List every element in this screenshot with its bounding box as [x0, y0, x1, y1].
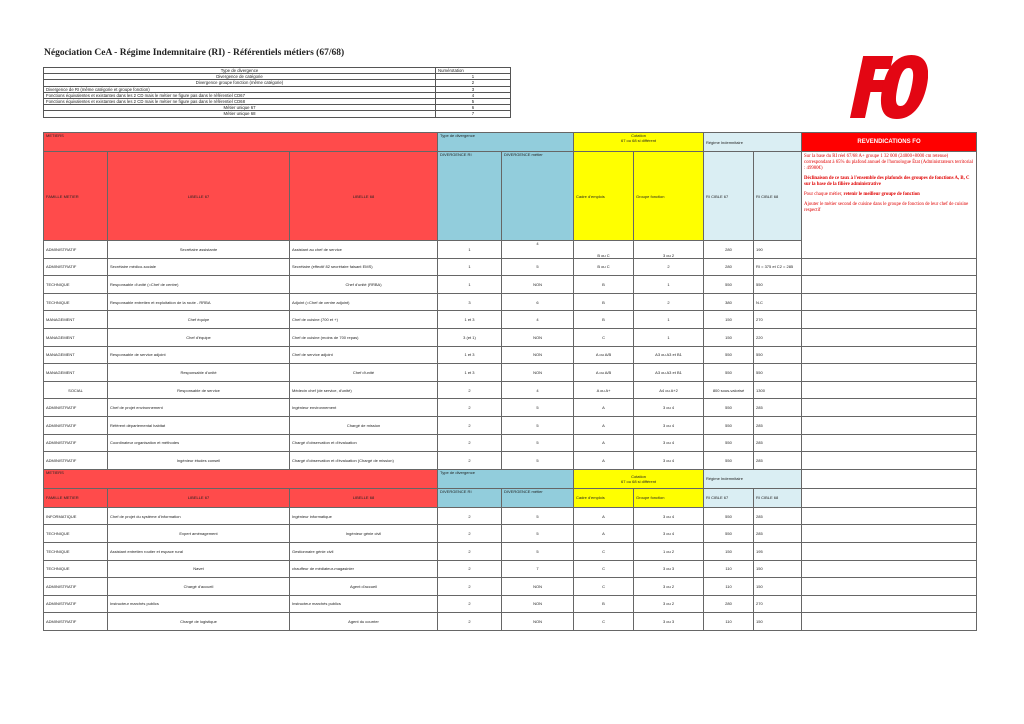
libelle67-header-2: LIBELLE 67: [108, 488, 290, 507]
libelle68-cell: Chef de cuisine (moins de 700 repas): [290, 328, 438, 346]
libelle68-header: LIBELLE 68: [290, 152, 438, 241]
groupe-cell: 3 ou 4: [634, 399, 704, 417]
legend-num: 5: [436, 98, 511, 104]
libelle67-cell: Responsable d'unité: [108, 364, 290, 382]
famille-cell: ADMINISTRATIF: [44, 595, 108, 613]
ri67-cell: 550: [704, 276, 754, 294]
famille-cell: TECHNIQUE: [44, 525, 108, 543]
ri67-cell: 280: [704, 595, 754, 613]
cotation-header-2: [574, 469, 704, 488]
ri68-cell: 285: [754, 434, 802, 452]
ri68-cell: 285: [754, 416, 802, 434]
famille-cell: MANAGEMENT: [44, 346, 108, 364]
groupe-cell: 3 ou 2: [634, 241, 704, 259]
ri68-cell: 550: [754, 276, 802, 294]
famille-cell: ADMINISTRATIF: [44, 416, 108, 434]
div-metier-cell: NON: [502, 276, 574, 294]
groupe-cell: 1: [634, 276, 704, 294]
ri68-cell: 1300: [754, 381, 802, 399]
famille-cell: ADMINISTRATIF: [44, 613, 108, 631]
famille-cell: TECHNIQUE: [44, 542, 108, 560]
table-row: [44, 434, 977, 452]
metiers-header: METIERS: [44, 133, 438, 152]
famille-cell: MANAGEMENT: [44, 364, 108, 382]
groupe-cell: 3 ou 2: [634, 595, 704, 613]
libelle67-cell: Instructeur marchés publics: [108, 595, 290, 613]
libelle68-cell: Médecin chef (de service, d'unité): [290, 381, 438, 399]
ri68-cell: 285: [754, 507, 802, 525]
revendications-text: [802, 152, 977, 259]
fo-logo: [846, 52, 928, 122]
libelle67-cell: Chef d'équipe: [108, 328, 290, 346]
ri67-cell: 110: [704, 578, 754, 596]
libelle67-cell: Référent départemental habitat: [108, 416, 290, 434]
ri67-cell: 550: [704, 399, 754, 417]
div-metier-cell: NON: [502, 613, 574, 631]
ri67-header: RI CIBLE 67: [704, 152, 754, 241]
ri68-cell: 220: [754, 328, 802, 346]
div-ri-cell: 2: [438, 381, 502, 399]
div-metier-cell: 5: [502, 452, 574, 470]
revendications-empty-cell: [802, 452, 977, 470]
div-metier-cell: 5: [502, 399, 574, 417]
table-row: [44, 293, 977, 311]
revendication-1: Sur la base du RI réel 67/68 A+ groupe 1 32 000 (24000+8000 cm retenue) correspondant à 65% du plafond annuel de l'homologue État (Administrateurs territorial : 49980€): [804, 154, 973, 171]
cadre-cell: A: [574, 416, 634, 434]
cadre-cell: A: [574, 507, 634, 525]
ri67-cell: 380: [704, 293, 754, 311]
cadre-cell: A: [574, 525, 634, 543]
div-ri-header-2: DIVERGENCE RI: [438, 488, 502, 507]
ri67-cell: 150: [704, 311, 754, 329]
revendication-4: Ajouter le métier second de cuisine dans le groupe de fonction de leur chef de cuisine respectif: [804, 202, 969, 213]
div-metier-cell: 7: [502, 560, 574, 578]
header-row-1: [44, 133, 977, 152]
groupe-cell: 3 ou 2: [634, 578, 704, 596]
legend-num: 6: [436, 105, 511, 111]
div-ri-cell: 3: [438, 293, 502, 311]
header-row-4: [44, 488, 977, 507]
famille-cell: INFORMATIQUE: [44, 507, 108, 525]
table-row: [44, 525, 977, 543]
ri67-cell: 550: [704, 452, 754, 470]
cadre-cell: C: [574, 613, 634, 631]
ri68-cell: 150: [754, 560, 802, 578]
groupe-cell: 3 ou 4: [634, 507, 704, 525]
revendications-empty-cell: [802, 416, 977, 434]
table-row: [44, 578, 977, 596]
div-ri-cell: 2: [438, 613, 502, 631]
legend-num: 1: [436, 74, 511, 80]
cadre-cell: C: [574, 328, 634, 346]
ri68-cell: 270: [754, 311, 802, 329]
revendications-empty-cell: [802, 434, 977, 452]
div-ri-cell: 2: [438, 452, 502, 470]
header-row-2: [44, 152, 977, 241]
ri67-cell: 150: [704, 328, 754, 346]
cotation-label-2: Cotation: [631, 473, 646, 479]
ri67-cell: 550: [704, 346, 754, 364]
ri68-cell: 550: [754, 346, 802, 364]
cadre-cell: B ou C: [574, 241, 634, 259]
table-row: [44, 364, 977, 382]
libelle67-cell: Chef de projet environnement: [108, 399, 290, 417]
cadre-cell: C: [574, 578, 634, 596]
libelle67-cell: Assistant entretien routier et espace rural: [108, 542, 290, 560]
libelle67-cell: Ingénieur études conseil: [108, 452, 290, 470]
blank-cell: [802, 469, 977, 488]
libelle67-cell: Responsable de service adjoint: [108, 346, 290, 364]
libelle67-cell: Responsable d'unité (=Chef de centre): [108, 276, 290, 294]
libelle67-cell: Navet: [108, 560, 290, 578]
ri68-cell: 150: [754, 578, 802, 596]
cotation-sublabel: 67 ou 68 si différent: [620, 138, 657, 143]
cadre-cell: A: [574, 399, 634, 417]
libelle68-cell: Gestionnaire génie civil: [290, 542, 438, 560]
revendications-empty-cell: [802, 311, 977, 329]
divergence-legend-table: [43, 67, 511, 118]
cadre-cell: B ou C: [574, 258, 634, 276]
cadre-header: Cadre d'emplois: [574, 152, 634, 241]
regime-header: Régime Indemnitaire: [704, 133, 802, 152]
revendication-3: [804, 192, 974, 198]
revendication-3-emphasis: retenir le meilleur groupe de fonction: [843, 192, 920, 197]
div-ri-cell: 1: [438, 258, 502, 276]
groupe-header: Groupe fonction: [634, 152, 704, 241]
revendications-empty-cell: [802, 346, 977, 364]
ri67-cell: 280: [704, 258, 754, 276]
famille-cell: ADMINISTRATIF: [44, 241, 108, 259]
ri67-cell: 110: [704, 560, 754, 578]
famille-cell: TECHNIQUE: [44, 276, 108, 294]
ri68-cell: 285: [754, 525, 802, 543]
div-ri-cell: 2: [438, 578, 502, 596]
table-row: [44, 311, 977, 329]
table-row: [44, 560, 977, 578]
ri68-cell: 270: [754, 595, 802, 613]
libelle67-cell: Chargé de logistique: [108, 613, 290, 631]
legend-type: Fonctions équivalentes et existantes dans les 2 CD mais le métier ne figure pas dans le référentiel CD67: [44, 92, 436, 98]
cadre-cell: B: [574, 595, 634, 613]
libelle67-cell: Expert aménagement: [108, 525, 290, 543]
groupe-cell: A3 ou A3 et B1: [634, 346, 704, 364]
div-metier-cell: 4: [502, 241, 574, 259]
type-divergence-header-2: Type de divergence: [438, 469, 574, 488]
revendications-header: REVENDICATIONS FO: [802, 133, 977, 152]
div-metier-cell: 4: [502, 311, 574, 329]
libelle67-cell: Responsable de service: [108, 381, 290, 399]
revendication-3-lead: Pour chaque métier,: [804, 192, 844, 197]
libelle67-cell: Secrétaire médico-sociale: [108, 258, 290, 276]
legend-num: 3: [436, 86, 511, 92]
legend-num: 7: [436, 111, 511, 117]
ri67-cell: 150: [704, 542, 754, 560]
metiers-table: [43, 132, 977, 631]
table-row: [44, 416, 977, 434]
ri68-cell: 195: [754, 542, 802, 560]
revendications-empty-cell: [802, 258, 977, 276]
libelle68-cell: Chef d'unité: [290, 364, 438, 382]
table-row: [44, 507, 977, 525]
revendications-empty-cell: [802, 293, 977, 311]
cotation-label: Cotation: [631, 133, 646, 138]
cadre-cell: C: [574, 542, 634, 560]
ri68-header: RI CIBLE 68: [754, 152, 802, 241]
div-ri-cell: 2: [438, 507, 502, 525]
cadre-cell: B: [574, 293, 634, 311]
famille-cell: SOCIAL: [44, 381, 108, 399]
div-ri-cell: 1: [438, 241, 502, 259]
libelle68-cell: Adjoint (=Chef de centre adjoint): [290, 293, 438, 311]
div-ri-cell: 2: [438, 525, 502, 543]
legend-header-type: Type de divergence: [44, 68, 436, 74]
libelle68-cell: Secrétaire (effectif 82 secrétaire faisant EMS): [290, 258, 438, 276]
libelle67-cell: Secrétaire assistante: [108, 241, 290, 259]
libelle67-cell: Coordinateur organisation et méthodes: [108, 434, 290, 452]
page-title: Négociation CeA - Régime Indemnitaire (RI) - Référentiels métiers (67/68): [44, 48, 345, 58]
metiers-header-2: METIERS: [44, 469, 438, 488]
groupe-cell: 1 ou 2: [634, 542, 704, 560]
legend-type: Divergence de catégorie: [44, 74, 436, 80]
ri68-cell: 190: [754, 241, 802, 259]
ri67-cell: 550: [704, 434, 754, 452]
div-metier-cell: NON: [502, 328, 574, 346]
groupe-cell: 3 ou 4: [634, 525, 704, 543]
div-metier-cell: 5: [502, 542, 574, 560]
legend-num: 4: [436, 92, 511, 98]
div-metier-cell: 5: [502, 416, 574, 434]
famille-cell: TECHNIQUE: [44, 560, 108, 578]
legend-header-num: Numérotation: [436, 68, 511, 74]
table-row: [44, 346, 977, 364]
libelle67-cell: Chef équipe: [108, 311, 290, 329]
famille-cell: ADMINISTRATIF: [44, 578, 108, 596]
blank-cell: [802, 595, 977, 613]
revendication-2: Déclinaison de ce taux à l'ensemble des plafonds des groupes de fonctions A, B, C sur la base de la filière administrative: [804, 176, 970, 187]
groupe-cell: 3 ou 3: [634, 613, 704, 631]
table-row: [44, 399, 977, 417]
libelle68-cell: Agent du courrier: [290, 613, 438, 631]
libelle68-cell: Chef de service adjoint: [290, 346, 438, 364]
famille-cell: MANAGEMENT: [44, 328, 108, 346]
type-divergence-header: Type de divergence: [438, 133, 574, 152]
libelle68-cell: Assistant au chef de service: [290, 241, 438, 259]
legend-type: Divergence groupe fonction (même catégorie): [44, 80, 436, 86]
ri67-cell: 550: [704, 416, 754, 434]
libelle68-cell: Instructeur marchés publics: [290, 595, 438, 613]
ri68-cell: N.C: [754, 293, 802, 311]
table-row: [44, 613, 977, 631]
div-metier-cell: NON: [502, 595, 574, 613]
cadre-cell: A ou A+: [574, 381, 634, 399]
libelle68-cell: Ingénieur environnement: [290, 399, 438, 417]
groupe-cell: 3 ou 4: [634, 416, 704, 434]
libelle67-cell: Chargé d'accueil: [108, 578, 290, 596]
div-metier-cell: 6: [502, 293, 574, 311]
div-ri-cell: 2: [438, 560, 502, 578]
cadre-cell: B: [574, 311, 634, 329]
libelle68-cell: Chargé d'observation et d'évaluation (Chargé de mission): [290, 452, 438, 470]
div-ri-cell: 2: [438, 416, 502, 434]
libelle68-cell: Ingénieur génie civil: [290, 525, 438, 543]
groupe-cell: 1: [634, 328, 704, 346]
famille-cell: ADMINISTRATIF: [44, 434, 108, 452]
ri67-cell: 280: [704, 241, 754, 259]
legend-num: 2: [436, 80, 511, 86]
div-ri-cell: 1: [438, 276, 502, 294]
div-metier-cell: NON: [502, 364, 574, 382]
libelle68-cell: Ingénieur informatique: [290, 507, 438, 525]
ri68-cell: 550: [754, 364, 802, 382]
div-metier-cell: 5: [502, 507, 574, 525]
revendications-empty-cell: [802, 381, 977, 399]
groupe-cell: 3 ou 4: [634, 434, 704, 452]
ri67-cell: 800 sous-valorisé: [704, 381, 754, 399]
div-ri-cell: 2: [438, 434, 502, 452]
libelle68-cell: Chef d'unité (RRBA): [290, 276, 438, 294]
ri68-cell: RI = 375 et C2 = 285: [754, 258, 802, 276]
libelle68-cell: Chargé d'observation et d'évaluation: [290, 434, 438, 452]
cotation-header: [574, 133, 704, 152]
div-ri-cell: 1 et 3: [438, 346, 502, 364]
cotation-sublabel-2: 67 ou 68 si différent: [620, 478, 657, 484]
libelle67-cell: Responsable entretien et exploitation de la route - RRBA: [108, 293, 290, 311]
div-metier-cell: NON: [502, 346, 574, 364]
groupe-cell: 1: [634, 311, 704, 329]
libelle68-cell: Chargé de mission: [290, 416, 438, 434]
groupe-cell: A4 ou A+2: [634, 381, 704, 399]
ri67-cell: 550: [704, 507, 754, 525]
div-ri-header: DIVERGENCE RI: [438, 152, 502, 241]
ri68-cell: 150: [754, 613, 802, 631]
libelle68-header-2: LIBELLE 68: [290, 488, 438, 507]
famille-header: FAMILLE METIER: [44, 152, 108, 241]
ri68-cell: 285: [754, 399, 802, 417]
table-row: [44, 381, 977, 399]
blank-cell: [802, 542, 977, 560]
famille-cell: ADMINISTRATIF: [44, 399, 108, 417]
div-ri-cell: 1 et 3: [438, 364, 502, 382]
groupe-cell: A3 ou A3 et B1: [634, 364, 704, 382]
table-row: [44, 452, 977, 470]
libelle68-cell: chauffeur de médiateur-magasinier: [290, 560, 438, 578]
cadre-cell: C: [574, 560, 634, 578]
legend-type: Métier unique 67: [44, 105, 436, 111]
groupe-cell: 2: [634, 293, 704, 311]
cadre-header-2: Cadre d'emplois: [574, 488, 634, 507]
div-ri-cell: 2: [438, 399, 502, 417]
famille-cell: TECHNIQUE: [44, 293, 108, 311]
famille-cell: ADMINISTRATIF: [44, 452, 108, 470]
revendications-empty-cell: [802, 328, 977, 346]
blank-cell: [802, 578, 977, 596]
cadre-cell: A: [574, 434, 634, 452]
famille-cell: ADMINISTRATIF: [44, 258, 108, 276]
revendications-empty-cell: [802, 276, 977, 294]
ri67-header-2: RI CIBLE 67: [704, 488, 754, 507]
table-row: [44, 328, 977, 346]
blank-cell: [802, 560, 977, 578]
div-metier-cell: 5: [502, 434, 574, 452]
ri68-header-2: RI CIBLE 68: [754, 488, 802, 507]
cadre-cell: A ou A/B: [574, 346, 634, 364]
libelle67-header: LIBELLE 67: [108, 152, 290, 241]
ri67-cell: 110: [704, 613, 754, 631]
div-ri-cell: 2: [438, 542, 502, 560]
div-ri-cell: 2: [438, 595, 502, 613]
cadre-cell: A: [574, 452, 634, 470]
legend-type: Divergence de RI (même catégorie et groupe fonction): [44, 86, 436, 92]
groupe-cell: 3 ou 3: [634, 560, 704, 578]
cadre-cell: A ou A/B: [574, 364, 634, 382]
groupe-cell: 2: [634, 258, 704, 276]
ri67-cell: 550: [704, 525, 754, 543]
blank-cell: [802, 613, 977, 631]
groupe-header-2: Groupe fonction: [634, 488, 704, 507]
ri68-cell: 285: [754, 452, 802, 470]
revendications-empty-cell: [802, 399, 977, 417]
div-metier-header-2: DIVERGENCE métier: [502, 488, 574, 507]
div-metier-header: DIVERGENCE métier: [502, 152, 574, 241]
famille-header-2: FAMILLE METIER: [44, 488, 108, 507]
header-row-3: [44, 469, 977, 488]
div-metier-cell: 5: [502, 258, 574, 276]
blank-cell: [802, 507, 977, 525]
famille-cell: MANAGEMENT: [44, 311, 108, 329]
blank-cell: [802, 488, 977, 507]
libelle68-cell: Chef de cuisine (700 et +): [290, 311, 438, 329]
div-metier-cell: 5: [502, 525, 574, 543]
legend-type: Fonctions équivalentes et existantes dans les 2 CD mais le métier ne figure pas dans le référentiel CD68: [44, 98, 436, 104]
libelle67-cell: Chef de projet du système d'information: [108, 507, 290, 525]
revendications-empty-cell: [802, 364, 977, 382]
blank-cell: [802, 525, 977, 543]
regime-header-2: Régime Indemnitaire: [704, 469, 802, 488]
div-metier-cell: NON: [502, 578, 574, 596]
table-row: [44, 276, 977, 294]
table-row: [44, 258, 977, 276]
div-ri-cell: 1 et 3: [438, 311, 502, 329]
table-row: [44, 595, 977, 613]
legend-row: [44, 111, 511, 117]
legend-type: Métier unique 68: [44, 111, 436, 117]
cadre-cell: B: [574, 276, 634, 294]
div-metier-cell: 4: [502, 381, 574, 399]
libelle68-cell: Agent d'accueil: [290, 578, 438, 596]
div-ri-cell: 3 (et 1): [438, 328, 502, 346]
table-row: [44, 542, 977, 560]
ri67-cell: 550: [704, 364, 754, 382]
groupe-cell: 3 ou 4: [634, 452, 704, 470]
